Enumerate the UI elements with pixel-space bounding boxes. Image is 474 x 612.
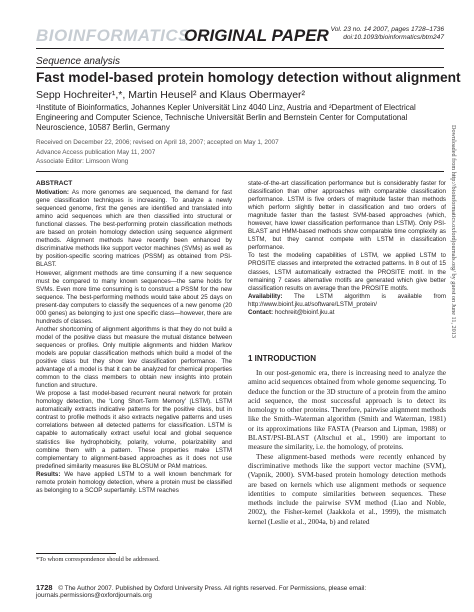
intro-paragraph: These alignment-based methods were recently enhanced by discriminative methods like the support vector machine (SVM), (Vapnik, 2000). SVM-based protein homology detection methods are based on kernels which use alignment methods or sequence identities to compute similarities between sequences. These methods include the pairwise SVM method (Liao and Noble, 2002), the Fisher-kernel (Jaakkola et al., 1999), the mismatch kernel (Leslie et al., 2004a, b) and related (248, 451, 446, 526)
results-text: We have applied LSTM to a well known benchmark for remote protein homology detection, where a protein must be classified as belonging to a SCOP superfamily. LSTM reaches (36, 470, 232, 494)
introduction-body (248, 368, 446, 526)
abstract-paragraph: state-of-the-art classification performance but is considerably faster for classification than other approaches with comparable classification performance. LSTM is five orders of magnitude faster than methods which perform slightly better in classification and two orders of magnitude faster than the fastest SVM-based approaches (which, however, have lower classification performance than LSTM). Only PSI-BLAST and HMM-based methods show comparable time complexity as LSTM, but they cannot compete with LSTM in classification performance. (248, 180, 446, 252)
journal-name: BIOINFORMATICS (36, 26, 191, 45)
abstract-heading: ABSTRACT (36, 180, 73, 187)
dates-block (36, 138, 279, 167)
contact-label: Contact: (248, 308, 274, 316)
intro-paragraph: In our post-genomic era, there is increasing need to analyze the amino acid sequences obtained from whole genome sequencing. To deduce the function or the 3D structure of a protein from the amino acid sequence, the most successful approach is to detect its homology to other proteins. Therefore, pairwise alignment methods like the Smith–Waterman algorithm (Smith and Waterman, 1981) or its approximations like FASTA (Pearson and Lipman, 1988) or BLAST/PSI-BLAST (Altschul et al., 1990) are important to measure the similarity, i.e. the homology, of proteins. (248, 368, 446, 452)
download-watermark: Downloaded from http://bioinformatics.oxfordjournals.org/ by guest on June 11, 2013 (450, 125, 457, 338)
footnote-rule (36, 553, 116, 554)
received-line: Received on December 22, 2006; revised on April 18, 2007; accepted on May 1, 2007 (36, 139, 279, 146)
affiliation: ¹Institute of Bioinformatics, Johannes Kepler Universität Linz 4040 Linz, Austria and ²Department of Electrical Engineering and Computer Science, Technische Universität Berlin and Bernstein Center for Computational Neuroscience, 10587 Berlin, Germany (36, 103, 416, 132)
motivation-label: Motivation: (36, 189, 69, 197)
footnote: *To whom correspondence should be addressed. (36, 556, 160, 563)
authors: Sepp Hochreiter¹,*, Martin Heusel² and Klaus Obermayer² (36, 89, 306, 101)
results-label: Results: (36, 470, 61, 478)
abstract-rule (36, 171, 444, 172)
abstract-results (36, 471, 232, 495)
volume-info (314, 26, 444, 42)
introduction-heading: 1 INTRODUCTION (248, 354, 316, 363)
contact (248, 309, 446, 317)
paper-type: ORIGINAL PAPER (184, 26, 329, 45)
availability-text: The LSTM algorithm is available from http://www.bioinf.jku.at/software/LSTM_protein/ (248, 292, 446, 308)
section-label: Sequence analysis (36, 56, 120, 67)
editor-line: Associate Editor: Limsoon Wong (36, 158, 129, 165)
abstract-paragraph: We propose a fast model-based recurrent neural network for protein homology detection, the ‘Long Short-Term Memory’ (LSTM). LSTM automatically extracts indicative patterns for the positive class, but in contrast to profile methods it also extracts negative patterns and uses correlations between all detected patterns for classification. LSTM is capable to automatically extract useful local and global sequence statistics like hydrophobicity, polarity, volume, polarizability and combine them with a pattern. These properties make LSTM complementary to alignment-based approaches as it does not use predefined similarity measures like BLOSUM or PAM matrices. (36, 390, 232, 470)
volume-line: Vol. 23 no. 14 2007, pages 1728–1736 (330, 26, 444, 33)
abstract (36, 180, 232, 495)
abstract-paragraph: To test the modeling capabilities of LSTM, we applied LSTM to PROSITE classes and interpreted the extracted patterns. In 8 out of 15 classes, LSTM automatically extracted the PROSITE motif. In the remaining 7 cases alternative motifs are generated which give better classification results on average than the PROSITE motifs. (248, 252, 446, 292)
abstract-paragraph: However, alignment methods are time consuming if a new sequence must be compared to many known sequences—the same holds for SVMs. Even more time consuming is to construct a PSSM for the new sequence. The best-performing methods would take about 25 days on present-day computers to classify the sequences of a new genome (20 000 genes) as belonging to just one specific class—however, there are hundreds of classes. (36, 269, 232, 325)
abstract-continued (248, 180, 446, 317)
section-rule (36, 67, 444, 68)
availability (248, 293, 446, 309)
journal-header (36, 26, 444, 46)
paper-title: Fast model-based protein homology detection without alignment (36, 70, 461, 85)
abstract-paragraph: Another shortcoming of alignment algorithms is that they do not build a model of the positive class but measure the mutual distance between sequences or profiles. Only multiple alignments and hidden Markov models are popular classification methods which build a model of the positive class but they show low classification performance. The advantage of a model is that it can be analyzed for chemical properties common to the class members to obtain new insights into protein function and structure. (36, 325, 232, 390)
motivation-text: As more genomes are sequenced, the demand for fast gene classification techniques is increasing. To analyze a newly sequenced genome, first the genes are identified and translated into amino acid sequences which are then classified into structural or functional classes. The best-performing protein classification methods are based on protein homology detection using sequence alignment methods. Alignment methods have recently been enhanced by discriminative methods like support vector machines (SVMs) as well as by position-specific scoring matrices (PSSM) as obtained from PSI-BLAST. (36, 189, 232, 269)
abstract-motivation (36, 189, 232, 269)
copyright: © The Author 2007. Published by Oxford University Press. All rights reserved. For Permissions, please email: journals.permissions@oxfordjournals.org (36, 585, 367, 599)
doi-line: doi:10.1093/bioinformatics/btm247 (343, 34, 444, 41)
page-footer (36, 583, 474, 599)
advance-access-line: Advance Access publication May 11, 2007 (36, 148, 156, 156)
header-rule (36, 48, 444, 49)
contact-email: hochreit@bioinf.jku.at (274, 308, 335, 316)
page-number: 1728 (36, 583, 53, 592)
availability-label: Availability: (248, 292, 283, 300)
